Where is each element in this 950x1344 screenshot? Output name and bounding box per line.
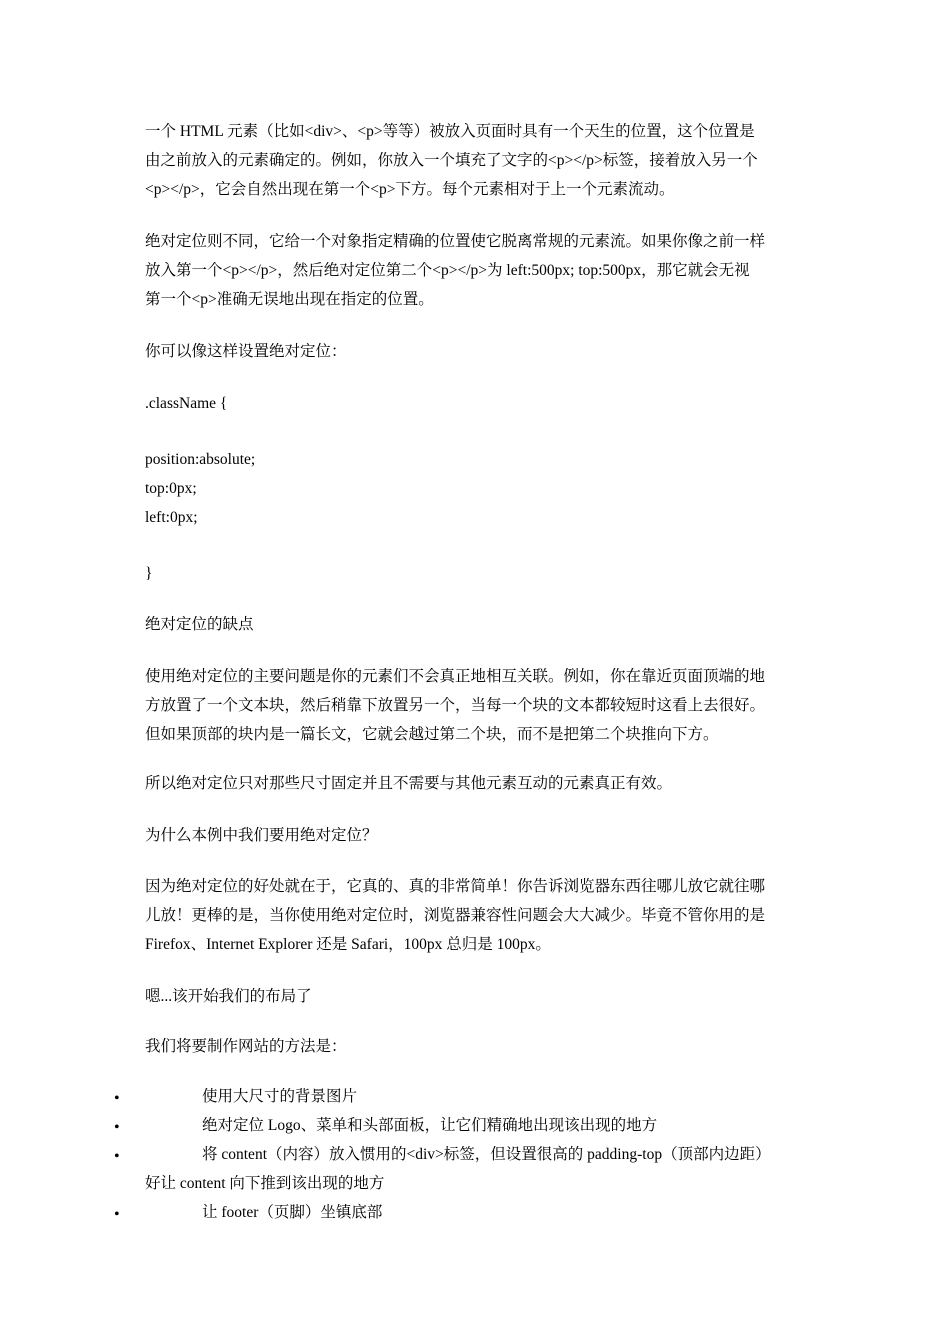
paragraph-5: 所以绝对定位只对那些尺寸固定并且不需要与其他元素互动的元素真正有效。 — [145, 775, 673, 792]
code-top: top:0px; — [145, 480, 197, 497]
paragraph-3: 你可以像这样设置绝对定位： — [145, 343, 347, 360]
paragraph-8: 我们将要制作网站的方法是： — [145, 1038, 347, 1055]
code-left: left:0px; — [145, 509, 198, 526]
paragraph-6-line-2: 儿放！更棒的是，当你使用绝对定位时，浏览器兼容性问题会大大减少。毕竟不管你用的是 — [145, 907, 766, 924]
paragraph-1-line-3: <p></p>，它会自然出现在第一个<p>下方。每个元素相对于上一个元素流动。 — [145, 181, 675, 198]
section-heading-why: 为什么本例中我们要用绝对定位？ — [145, 827, 378, 844]
list-bullet-3: • — [114, 1148, 120, 1165]
paragraph-2-line-1: 绝对定位则不同，它给一个对象指定精确的位置使它脱离常规的元素流。如果你像之前一样 — [145, 233, 766, 250]
list-item-3: 将 content（内容）放入惯用的<div>标签，但设置很高的 padding-top（顶部内边距） — [202, 1146, 771, 1163]
list-bullet-2: • — [114, 1119, 120, 1136]
list-item-1: 使用大尺寸的背景图片 — [202, 1088, 358, 1105]
list-item-2: 绝对定位 Logo、菜单和头部面板，让它们精确地出现该出现的地方 — [202, 1117, 658, 1134]
code-position: position:absolute; — [145, 451, 256, 468]
list-item-4: 让 footer（页脚）坐镇底部 — [202, 1204, 383, 1221]
paragraph-7: 嗯...该开始我们的布局了 — [145, 988, 312, 1005]
list-item-3-continuation: 好让 content 向下推到该出现的地方 — [145, 1175, 385, 1192]
paragraph-6-line-1: 因为绝对定位的好处就在于，它真的、真的非常简单！你告诉浏览器东西往哪儿放它就往哪 — [145, 878, 766, 895]
paragraph-1-line-2: 由之前放入的元素确定的。例如，你放入一个填充了文字的<p></p>标签，接着放入另一个 — [145, 152, 758, 169]
paragraph-6-line-3: Firefox、Internet Explorer 还是 Safari，100px 总归是 100px。 — [145, 936, 551, 953]
list-bullet-4: • — [114, 1206, 120, 1223]
paragraph-4-line-1: 使用绝对定位的主要问题是你的元素们不会真正地相互关联。例如，你在靠近页面顶端的地 — [145, 668, 766, 685]
code-open-brace: .className { — [145, 395, 228, 412]
section-heading-drawbacks: 绝对定位的缺点 — [145, 616, 254, 633]
paragraph-2-line-2: 放入第一个<p></p>，然后绝对定位第二个<p></p>为 left:500px; top:500px，那它就会无视 — [145, 262, 750, 279]
paragraph-4-line-2: 方放置了一个文本块，然后稍靠下放置另一个，当每一个块的文本都较短时这看上去很好。 — [145, 697, 766, 714]
code-close-brace: } — [145, 565, 153, 582]
list-bullet-1: • — [114, 1090, 120, 1107]
paragraph-4-line-3: 但如果顶部的块内是一篇长文，它就会越过第二个块，而不是把第二个块推向下方。 — [145, 726, 719, 743]
paragraph-2-line-3: 第一个<p>准确无误地出现在指定的位置。 — [145, 291, 434, 308]
paragraph-1-line-1: 一个 HTML 元素（比如<div>、<p>等等）被放入页面时具有一个天生的位置，这个位置是 — [145, 123, 755, 140]
